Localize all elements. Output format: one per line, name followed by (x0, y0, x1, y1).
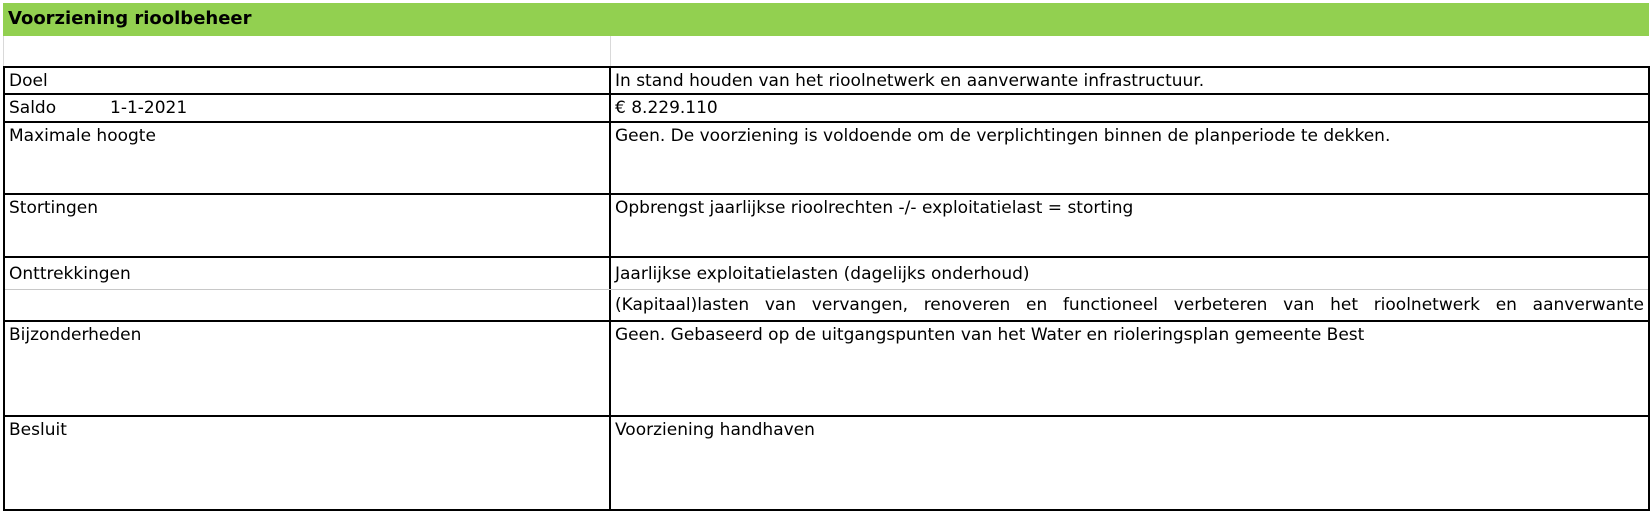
value-cell-besluit: Voorziening handhaven (615, 420, 815, 440)
info-table (3, 66, 1650, 511)
table-row-onttrekkingen (5, 258, 1648, 290)
table-row-doel (5, 68, 1648, 95)
value-cell-doel: In stand houden van het rioolnetwerk en aanverwante infrastructuur. (615, 71, 1205, 91)
label-cell-maximale-hoogte: Maximale hoogte (5, 123, 611, 193)
value-cell-onttrekkingen-2: (Kapitaal)lasten van vervangen, renoveren en functioneel verbeteren van het rioolnetwerk en aanverwante (615, 295, 1644, 315)
column-divider (610, 36, 611, 66)
label-cell-saldo (5, 95, 611, 121)
value-cell-maximale-hoogte: Geen. De voorziening is voldoende om de verplichtingen binnen de planperiode te dekken. (615, 126, 1391, 146)
saldo-date: 1-1-2021 (110, 98, 188, 118)
saldo-label: Saldo (9, 98, 57, 118)
empty-row (3, 36, 1649, 66)
table-row-bijzonderheden (5, 322, 1648, 417)
label-cell-onttrekkingen: Onttrekkingen (5, 258, 611, 289)
label-cell-besluit: Besluit (5, 417, 611, 509)
value-cell-saldo: € 8.229.110 (615, 98, 718, 118)
label-cell-empty (5, 290, 611, 320)
page-title: Voorziening rioolbeheer (8, 8, 252, 29)
table-row-onttrekkingen-2 (5, 290, 1648, 322)
table-row-maximale-hoogte (5, 123, 1648, 195)
label-cell-bijzonderheden: Bijzonderheden (5, 322, 611, 415)
title-bar (3, 3, 1649, 36)
table-row-stortingen (5, 195, 1648, 258)
table-row-saldo (5, 95, 1648, 123)
label-cell-stortingen: Stortingen (5, 195, 611, 256)
value-cell-onttrekkingen: Jaarlijkse exploitatielasten (dagelijks onderhoud) (615, 264, 1030, 284)
table-row-besluit (5, 417, 1648, 509)
label-cell-doel: Doel (5, 68, 611, 93)
value-cell-stortingen: Opbrengst jaarlijkse rioolrechten -/- exploitatielast = storting (615, 198, 1134, 218)
value-cell-bijzonderheden: Geen. Gebaseerd op de uitgangspunten van het Water en rioleringsplan gemeente Best (615, 325, 1365, 345)
